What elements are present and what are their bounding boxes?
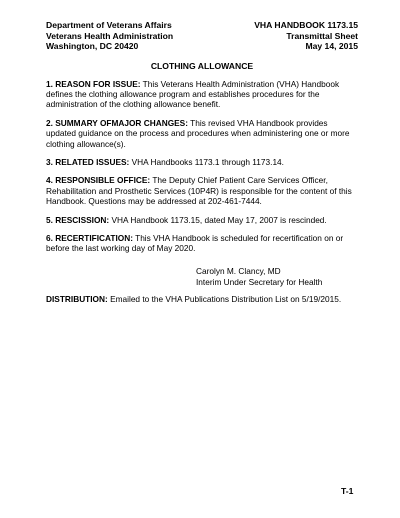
location: Washington, DC 20420 xyxy=(46,41,139,51)
section-label: 6. RECERTIFICATION: xyxy=(46,232,133,243)
section-label: 5. RESCISSION: xyxy=(46,214,110,225)
section-text: This Veterans Health Administration (VHA) Handbook defines the clothing allowance program and establishes procedures for the administration of the clothing allowance benefit. xyxy=(46,78,340,110)
section-text: VHA Handbook 1173.15, dated May 17, 2007 is rescinded. xyxy=(109,214,327,225)
header-right xyxy=(254,20,358,52)
administration-name: Veterans Health Administration xyxy=(46,30,174,41)
document-header xyxy=(46,20,358,52)
section-text: VHA Handbooks 1173.1 through 1173.14. xyxy=(129,156,284,167)
sheet-type: Transmittal Sheet xyxy=(286,30,358,41)
section-summary xyxy=(46,118,358,149)
distribution-text: Emailed to the VHA Publications Distribution List on 5/19/2015. xyxy=(107,294,342,304)
handbook-number: VHA HANDBOOK 1173.15 xyxy=(254,20,358,30)
department-name: Department of Veterans Affairs xyxy=(46,20,172,30)
section-text: The Deputy Chief Patient Care Services Officer, Rehabilitation and Prosthetic Services (10P4R) is responsible for the content of this Handbook. Questions may be addressed at 202-461-7444. xyxy=(46,175,352,207)
issue-date: May 14, 2015 xyxy=(305,41,358,51)
distribution-label: DISTRIBUTION: xyxy=(46,294,108,304)
header-left xyxy=(46,20,173,52)
section-label: 4. RESPONSIBLE OFFICE: xyxy=(46,175,151,186)
signer-title: Interim Under Secretary for Health xyxy=(196,277,323,287)
document-page xyxy=(46,20,358,254)
distribution xyxy=(46,294,366,304)
section-office xyxy=(46,175,358,206)
section-rescission xyxy=(46,215,358,225)
section-related xyxy=(46,157,358,167)
section-reason xyxy=(46,79,358,110)
section-label: 2. SUMMARY OFMAJOR CHANGES: xyxy=(46,117,188,128)
section-text: This revised VHA Handbook provides updated guidance on the process and procedures when administering one or more clothing allowance(s). xyxy=(46,117,350,149)
section-recertification xyxy=(46,233,358,254)
section-label: 1. REASON FOR ISSUE: xyxy=(46,78,141,89)
document-title: CLOTHING ALLOWANCE xyxy=(150,60,254,71)
signer-name: Carolyn M. Clancy, MD xyxy=(196,266,281,276)
signature-block xyxy=(196,266,322,288)
section-text: This VHA Handbook is scheduled for recertification on or before the last working day of May 2020. xyxy=(46,232,344,254)
section-label: 3. RELATED ISSUES: xyxy=(46,156,130,167)
page-number: T-1 xyxy=(341,486,354,496)
